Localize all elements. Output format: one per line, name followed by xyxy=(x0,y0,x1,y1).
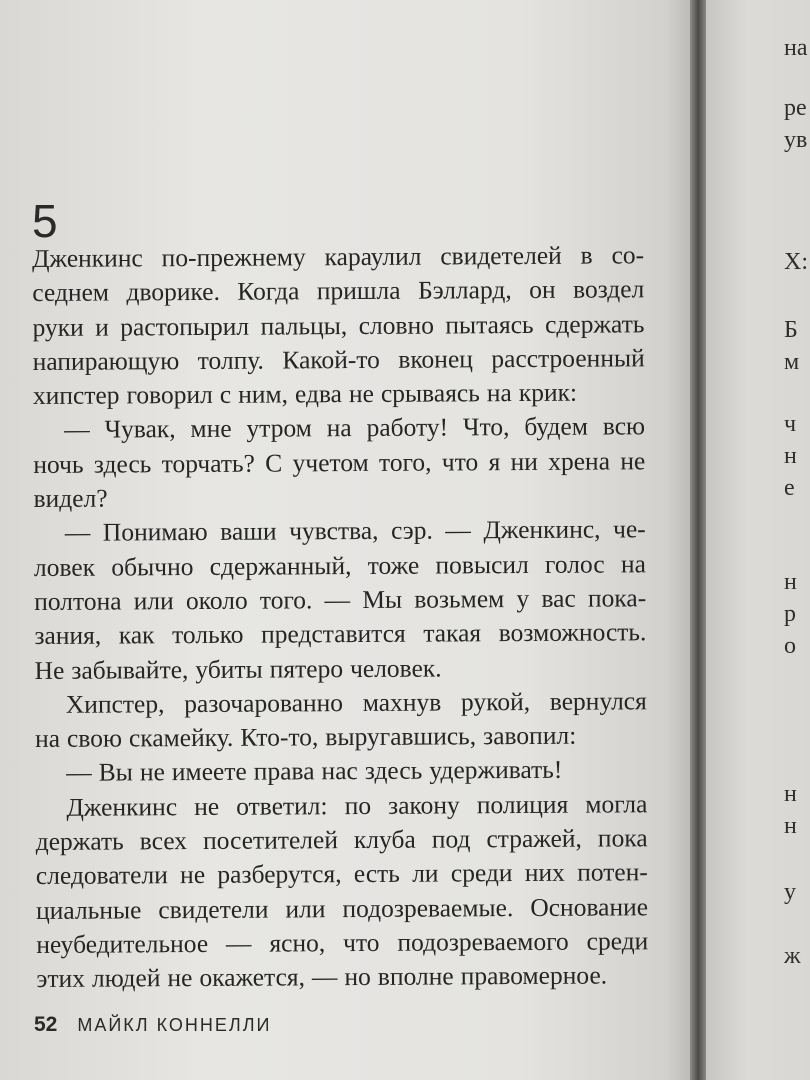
text-line: хипстер говорил с ним, едва не срываясь на крик: xyxy=(32,377,578,411)
right-page-fragment: е xyxy=(784,475,795,501)
text-line: Дженкинс не ответил: по закону полиция могла xyxy=(66,789,648,822)
right-page-fragment: н xyxy=(784,443,797,469)
page-number: 52 xyxy=(34,1013,58,1036)
text-line: напирающую толпу. Какой-то вконец расстроенный xyxy=(32,343,645,376)
right-page xyxy=(706,0,810,1080)
text-line: — Чувак, мне утром на работу! Что, будем всю xyxy=(64,411,646,445)
text-line: ловек обычно сдержанный, тоже повысил голос на xyxy=(33,548,647,582)
text-line: руки и растопырил пальцы, словно пытаясь сдержать xyxy=(32,308,645,342)
text-line: ночь здесь торчать? С учетом того, что я ни хрена не xyxy=(33,446,646,479)
right-page-fragment: Б xyxy=(784,317,798,343)
text-line: следователи не разберутся, есть ли среди них потен- xyxy=(35,857,648,891)
text-line: держать всех посетителей клуба под стражей, пока xyxy=(35,823,648,857)
text-line: Хипстер, разочарованно махнув рукой, вернулся xyxy=(65,686,647,719)
right-page-fragment: н xyxy=(784,813,797,839)
right-page-fragment: ре xyxy=(784,95,807,121)
text-line: — Понимаю ваши чувства, сэр. — Дженкинс, че- xyxy=(64,514,646,548)
right-page-fragment: р xyxy=(784,601,796,627)
text-line: — Вы не имеете права нас здесь удерживать! xyxy=(66,755,563,788)
text-line: полтона или около того. — Мы возьмем у вас пока- xyxy=(34,583,647,616)
text-line: Не забывайте, убиты пятеро человек. xyxy=(34,653,442,685)
text-line: этих людей не окажется, — но вполне правомерное. xyxy=(36,960,608,994)
text-line: циальные свидетели или подозреваемые. Основание xyxy=(35,891,649,925)
running-head-author: МАЙКЛ КОННЕЛЛИ xyxy=(77,1015,272,1035)
text-line: седнем дворике. Когда пришла Бэллард, он воздел xyxy=(32,274,645,308)
chapter-number: 5 xyxy=(32,195,58,247)
right-page-fragment: н xyxy=(784,569,797,595)
right-page-fragment: ж xyxy=(784,943,801,969)
text-line: видел? xyxy=(33,483,108,514)
text-line: на свою скамейку. Кто-то, выругавшись, завопил: xyxy=(34,720,577,754)
right-page-fragment: ч xyxy=(784,411,797,437)
right-page-fragment: Х: xyxy=(784,249,808,275)
text-line: неубедительное — ясно, что подозреваемого среди xyxy=(36,926,649,959)
bleed-through-text xyxy=(60,0,670,276)
text-line: зания, как только представится такая возможность. xyxy=(34,617,647,651)
right-page-fragment: м xyxy=(784,349,800,375)
body-text xyxy=(32,238,649,996)
text-line: Дженкинс по-прежнему караулил свидетелей в со- xyxy=(32,240,645,273)
page-footer xyxy=(34,1013,271,1037)
right-page-fragment: ув xyxy=(784,127,808,153)
right-page-fragment: у xyxy=(784,879,796,905)
right-page-fragment: о xyxy=(784,633,796,659)
right-page-fragment: н xyxy=(784,781,797,807)
right-page-fragment: на xyxy=(784,35,808,61)
